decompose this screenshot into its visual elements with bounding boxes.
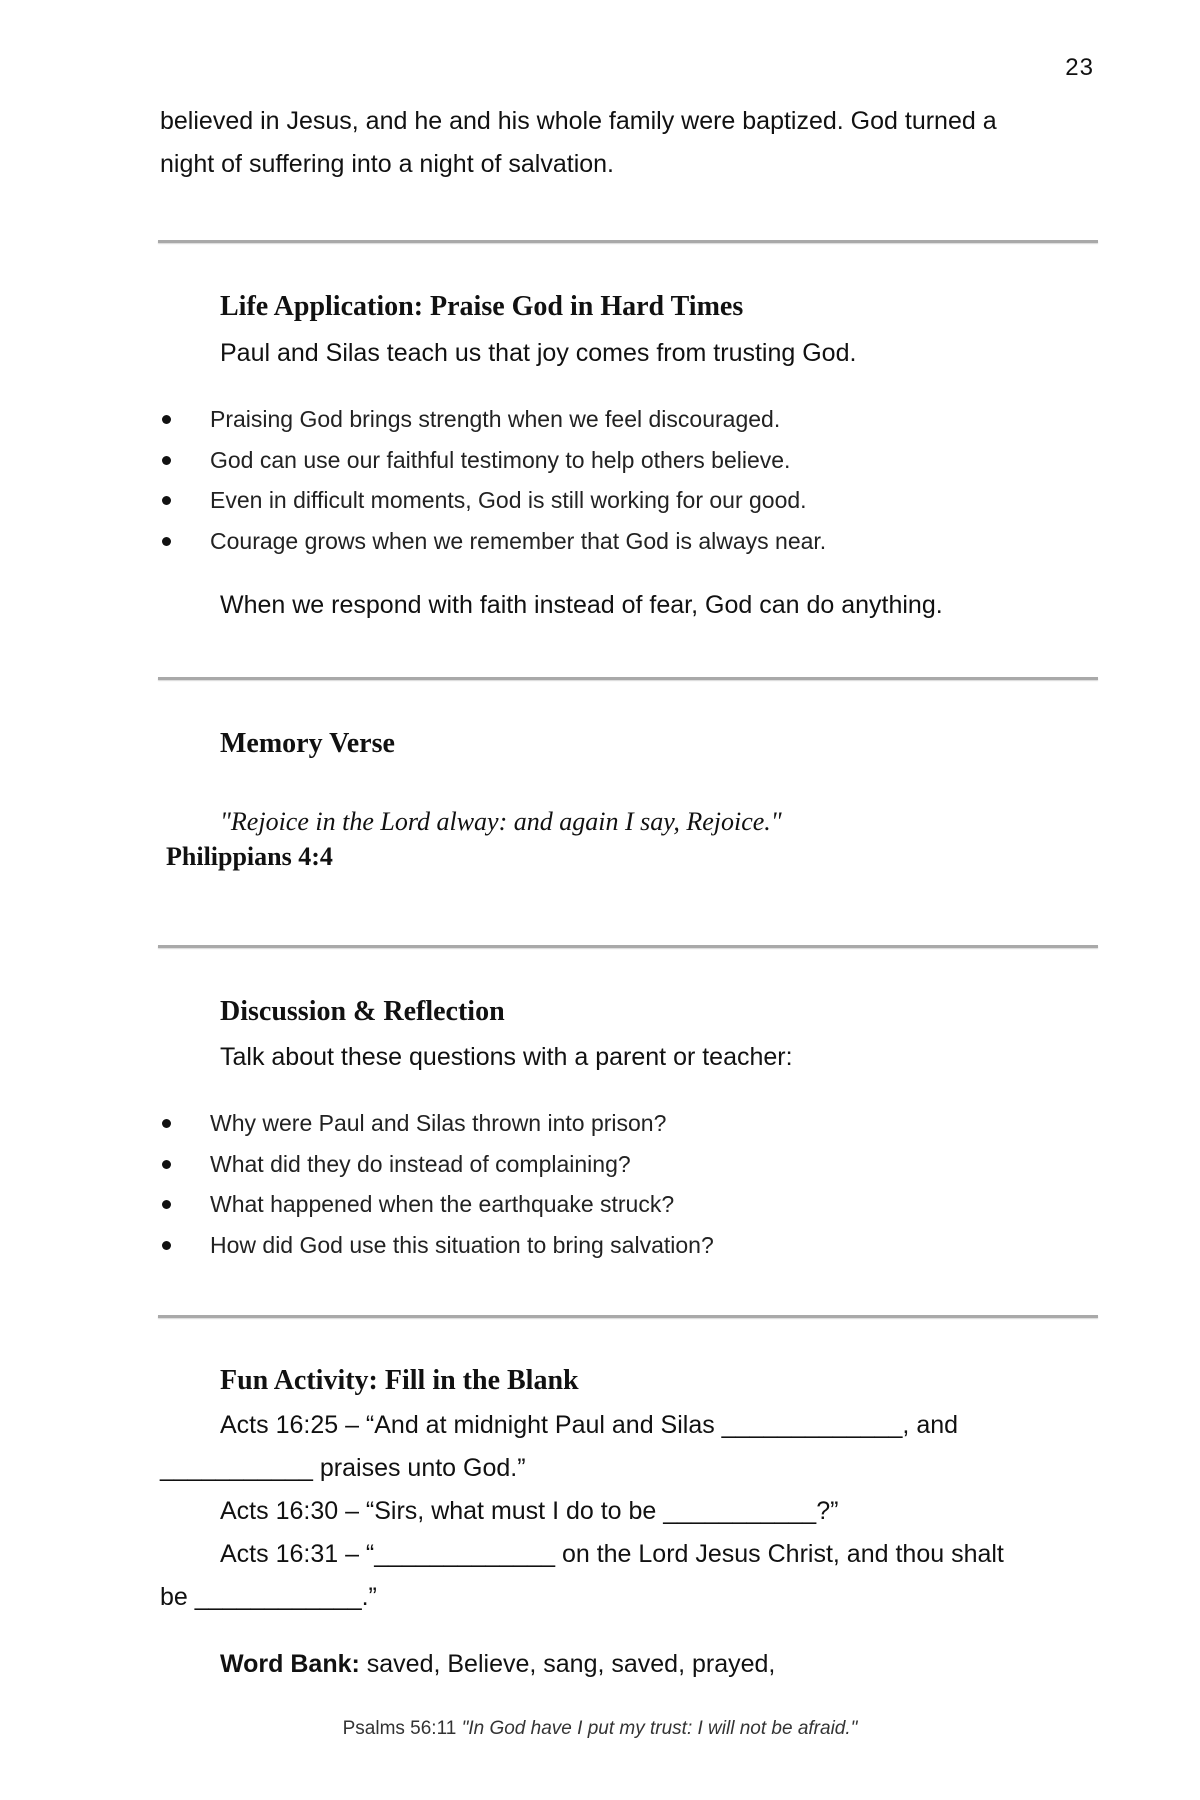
life-application-subtitle: Paul and Silas teach us that joy comes from trusting God. bbox=[220, 339, 857, 367]
activity-question-1-line-1: Acts 16:25 – “And at midnight Paul and Silas _____________, and bbox=[220, 1411, 959, 1439]
list-item: Courage grows when we remember that God is always near. bbox=[160, 521, 1060, 562]
bullet-icon bbox=[162, 537, 171, 546]
life-application-closing: When we respond with faith instead of fear, God can do anything. bbox=[220, 591, 943, 619]
list-item: How did God use this situation to bring salvation? bbox=[160, 1225, 1060, 1266]
activity-question-1-line-2: ___________ praises unto God.” bbox=[160, 1454, 526, 1482]
life-application-list bbox=[160, 399, 1060, 561]
list-item: Even in difficult moments, God is still working for our good. bbox=[160, 480, 1060, 521]
life-application-title: Life Application: Praise God in Hard Times bbox=[220, 291, 744, 322]
memory-verse-title: Memory Verse bbox=[220, 728, 395, 759]
footer-reference: Psalms 56:11 bbox=[342, 1718, 462, 1739]
list-item: Why were Paul and Silas thrown into prison? bbox=[160, 1103, 1060, 1144]
activity-question-3-line-1: Acts 16:31 – “_____________ on the Lord Jesus Christ, and thou shalt bbox=[220, 1540, 1004, 1568]
list-item: What did they do instead of complaining? bbox=[160, 1144, 1060, 1185]
section-divider bbox=[158, 240, 1098, 243]
discussion-subtitle: Talk about these questions with a parent or teacher: bbox=[220, 1043, 793, 1071]
page-number: 23 bbox=[1065, 54, 1094, 81]
activity-title: Fun Activity: Fill in the Blank bbox=[220, 1365, 579, 1396]
intro-paragraph bbox=[160, 100, 1100, 186]
bullet-icon bbox=[162, 1160, 171, 1169]
bullet-icon bbox=[162, 496, 171, 505]
intro-line-2: night of suffering into a night of salvation. bbox=[160, 150, 615, 178]
list-item: Praising God brings strength when we feel discouraged. bbox=[160, 399, 1060, 440]
bullet-icon bbox=[162, 1241, 171, 1250]
bullet-icon bbox=[162, 415, 171, 424]
section-divider bbox=[158, 677, 1098, 680]
word-bank bbox=[220, 1650, 775, 1679]
memory-verse-reference: Philippians 4:4 bbox=[166, 842, 333, 871]
word-bank-label: Word Bank: bbox=[220, 1650, 360, 1678]
section-divider bbox=[158, 945, 1098, 948]
list-item: What happened when the earthquake struck? bbox=[160, 1184, 1060, 1225]
word-bank-words: saved, Believe, sang, saved, prayed, bbox=[359, 1650, 776, 1678]
page-footer bbox=[0, 1718, 1200, 1740]
activity-question-2: Acts 16:30 – “Sirs, what must I do to be ___________?” bbox=[220, 1497, 839, 1525]
discussion-title: Discussion & Reflection bbox=[220, 996, 505, 1027]
memory-verse-text: "Rejoice in the Lord alway: and again I say, Rejoice." bbox=[220, 807, 782, 836]
discussion-list bbox=[160, 1103, 1060, 1265]
bullet-icon bbox=[162, 1119, 171, 1128]
section-divider bbox=[158, 1315, 1098, 1318]
activity-question-3-line-2: be ____________.” bbox=[160, 1583, 377, 1611]
list-item: God can use our faithful testimony to help others believe. bbox=[160, 440, 1060, 481]
bullet-icon bbox=[162, 456, 171, 465]
bullet-icon bbox=[162, 1200, 171, 1209]
intro-line-1: believed in Jesus, and he and his whole family were baptized. God turned a bbox=[160, 107, 997, 135]
footer-quote: "In God have I put my trust: I will not be afraid." bbox=[461, 1718, 858, 1739]
